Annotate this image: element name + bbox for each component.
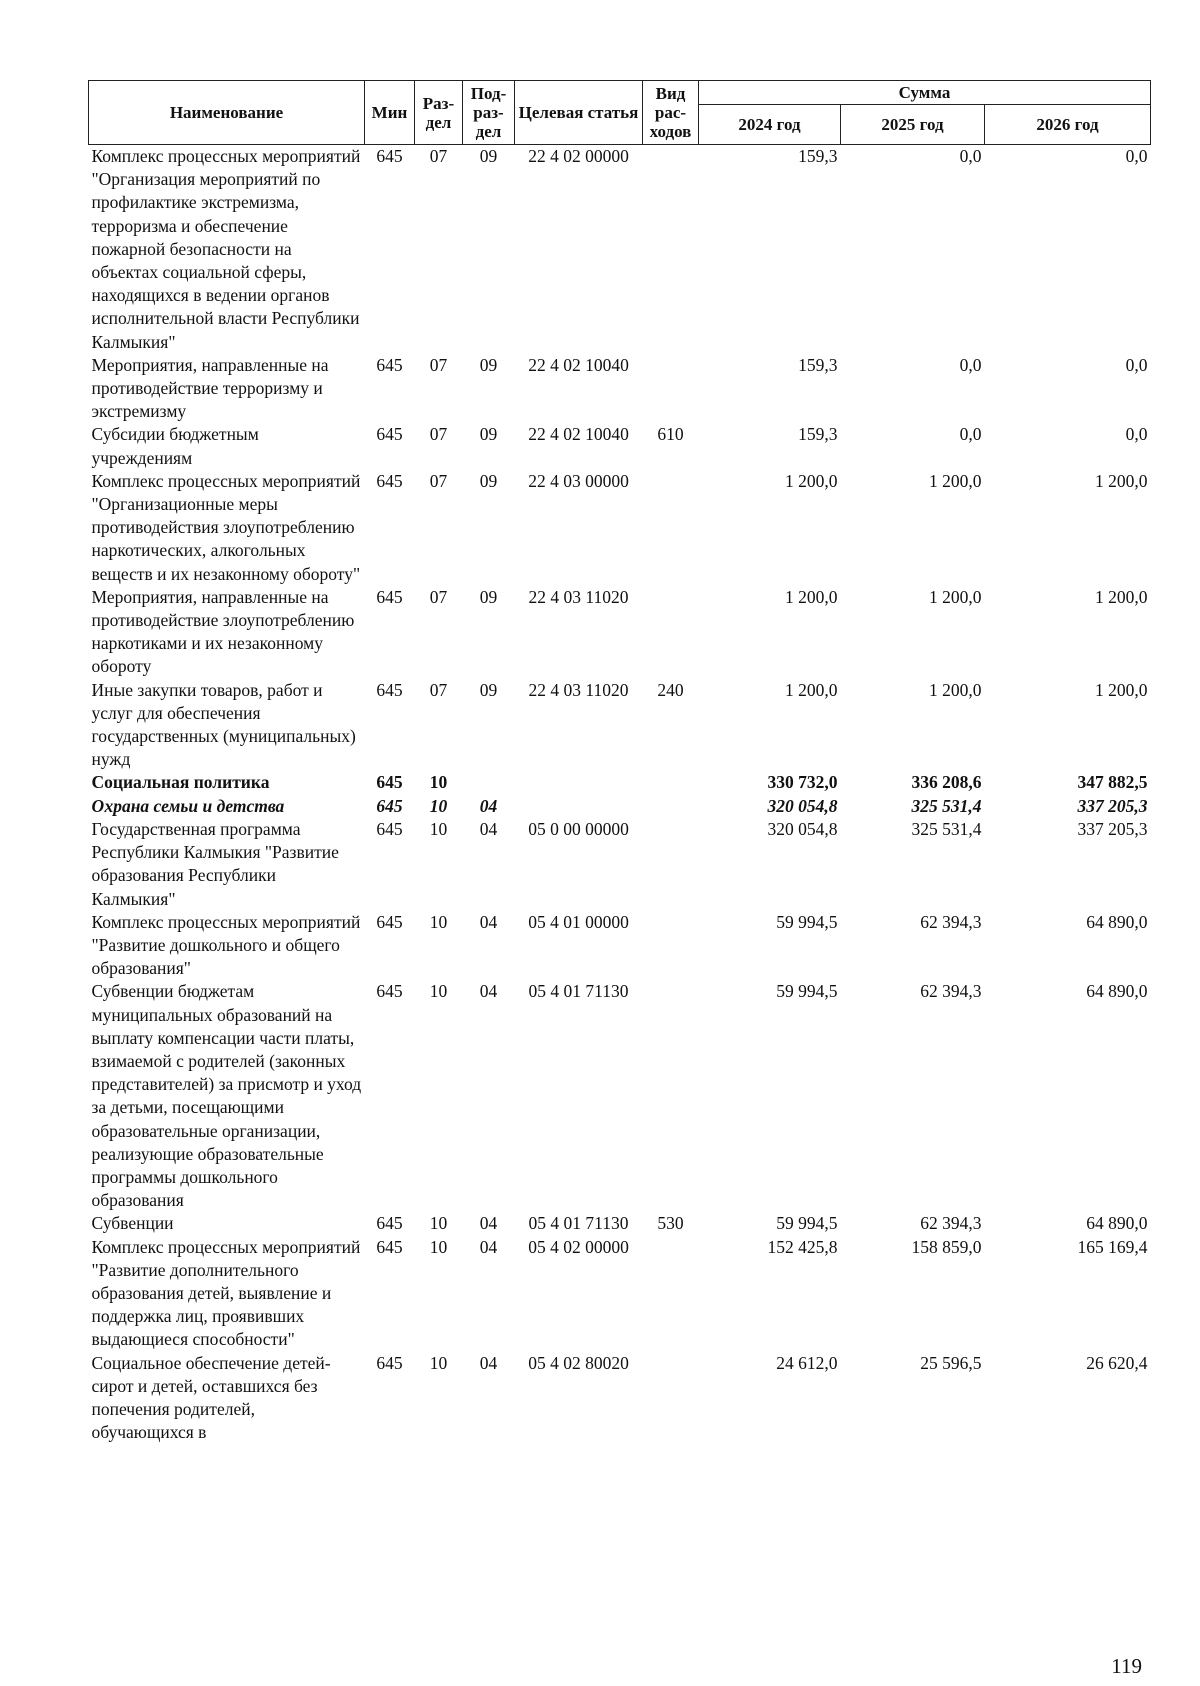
cell-podrazdel: 04 [479,1213,498,1234]
cell-name: Мероприятия, направленные на противодействие терроризму и экстремизму [91,354,329,422]
cell-name: Субвенции [91,1213,174,1234]
cell-vid [643,911,699,981]
cell-celevaya: 22 4 03 11020 [528,679,629,700]
cell-podrazdel: 04 [479,1236,498,1257]
cell-min: 645 [376,818,403,839]
cell-vid [643,771,699,794]
table-row [89,1236,1151,1352]
cell-2026: 26 620,4 [1086,1352,1148,1373]
cell-razdel: 07 [429,470,448,491]
cell-2025: 0,0 [959,424,982,445]
cell-razdel: 10 [429,1236,448,1257]
header-summa: Сумма [699,81,1151,105]
cell-razdel: 07 [429,424,448,445]
cell-min: 645 [376,1352,403,1373]
cell-2025: 62 394,3 [920,981,982,1002]
cell-name: Комплекс процессных мероприятий "Организационные меры противодействия злоупотреблению наркотических, алкогольных веществ и их незаконному обороту" [91,470,361,584]
page-number: 119 [1111,1654,1142,1678]
cell-2024: 159,3 [798,146,838,166]
cell-2026: 1 200,0 [1095,470,1148,491]
cell-min: 645 [376,795,403,816]
cell-podrazdel: 04 [479,911,498,932]
cell-celevaya [515,771,643,794]
table-row [89,354,1151,424]
cell-celevaya: 22 4 03 00000 [528,470,629,491]
cell-2026: 0,0 [1125,424,1148,445]
cell-podrazdel: 04 [479,1352,498,1373]
header-2024: 2024 год [699,105,841,145]
cell-celevaya: 05 0 00 00000 [528,818,629,839]
cell-podrazdel: 09 [479,586,498,607]
cell-razdel: 10 [429,1213,448,1234]
cell-2025: 62 394,3 [920,1213,982,1234]
cell-2024: 24 612,0 [776,1352,838,1373]
cell-min: 645 [376,981,403,1002]
header-2025: 2025 год [841,105,985,145]
cell-name: Иные закупки товаров, работ и услуг для обеспечения государственных (муниципальных) нужд [91,679,356,770]
budget-table [88,80,1151,1444]
cell-razdel: 07 [429,354,448,375]
header-podrazdel: Под-раз-дел [463,81,515,145]
cell-razdel: 07 [429,586,448,607]
cell-razdel: 10 [429,911,448,932]
cell-vid: 530 [657,1213,684,1234]
cell-vid [643,354,699,424]
cell-2026: 347 882,5 [1077,772,1148,793]
cell-2026: 165 169,4 [1077,1236,1148,1257]
table-row [89,795,1151,818]
cell-2026: 337 205,3 [1077,818,1148,839]
header-name: Наименование [89,81,365,145]
cell-2024: 320 054,8 [767,818,838,839]
header-vid: Вид рас-ходов [643,81,699,145]
cell-2026: 337 205,3 [1077,795,1148,816]
table-row [89,470,1151,586]
cell-2025: 158 859,0 [911,1236,982,1257]
cell-2024: 1 200,0 [785,679,838,700]
cell-2025: 325 531,4 [911,795,982,816]
cell-podrazdel: 04 [479,981,498,1002]
cell-min: 645 [376,679,403,700]
table-row [89,423,1151,469]
cell-celevaya [515,795,643,818]
cell-2025: 336 208,6 [911,772,982,793]
cell-razdel: 10 [429,981,448,1002]
cell-name: Охрана семьи и детства [91,795,285,816]
cell-name: Субсидии бюджетным учреждениям [91,424,259,468]
cell-min: 645 [376,354,403,375]
cell-celevaya: 22 4 02 10040 [528,354,629,375]
cell-vid [643,795,699,818]
cell-2025: 0,0 [959,354,982,375]
cell-vid [643,586,699,679]
cell-podrazdel: 09 [479,424,498,445]
cell-podrazdel: 09 [479,470,498,491]
cell-vid [643,980,699,1212]
cell-vid [643,818,699,911]
table-row [89,586,1151,679]
cell-podrazdel: 04 [479,818,498,839]
cell-celevaya: 22 4 02 00000 [528,146,629,166]
cell-min: 645 [376,772,403,793]
cell-vid [643,1352,699,1445]
cell-2025: 1 200,0 [929,470,982,491]
cell-2024: 330 732,0 [767,772,838,793]
cell-name: Социальная политика [91,772,270,793]
cell-name: Комплекс процессных мероприятий "Развитие дополнительного образования детей, выявление и поддержка лиц, проявивших выдающиеся способности" [91,1236,361,1350]
cell-2024: 152 425,8 [767,1236,838,1257]
cell-2025: 325 531,4 [911,818,982,839]
cell-2025: 62 394,3 [920,911,982,932]
cell-razdel: 10 [429,795,448,816]
table-row [89,771,1151,794]
table-row [89,1352,1151,1445]
cell-podrazdel: 04 [479,795,498,816]
cell-celevaya: 05 4 01 71130 [528,981,629,1002]
cell-2024: 320 054,8 [767,795,838,816]
cell-celevaya: 05 4 01 71130 [528,1213,629,1234]
header-2026: 2026 год [985,105,1151,145]
cell-celevaya: 05 4 01 00000 [528,911,629,932]
cell-min: 645 [376,586,403,607]
table-header [89,81,1151,145]
cell-2024: 59 994,5 [776,1213,838,1234]
cell-podrazdel [463,771,515,794]
cell-min: 645 [376,1213,403,1234]
cell-2026: 64 890,0 [1086,1213,1148,1234]
cell-2026: 64 890,0 [1086,911,1148,932]
header-min: Мин [365,81,415,145]
cell-razdel: 10 [429,1352,448,1373]
table-row [89,1212,1151,1235]
cell-podrazdel: 09 [479,146,498,166]
cell-2024: 159,3 [798,424,838,445]
cell-vid [643,145,699,354]
cell-vid [643,1236,699,1352]
cell-razdel: 10 [429,818,448,839]
table-row [89,145,1151,354]
table-row [89,911,1151,981]
cell-2026: 64 890,0 [1086,981,1148,1002]
cell-2025: 1 200,0 [929,586,982,607]
header-celevaya: Целевая статья [515,81,643,145]
cell-2025: 0,0 [959,146,982,166]
cell-2025: 1 200,0 [929,679,982,700]
cell-name: Государственная программа Республики Калмыкия "Развитие образования Республики Калмыкия" [91,818,339,909]
cell-razdel: 10 [429,772,448,793]
table-body [89,145,1151,1445]
cell-vid: 610 [657,424,684,445]
cell-vid [643,470,699,586]
cell-min: 645 [376,1236,403,1257]
cell-2026: 1 200,0 [1095,586,1148,607]
cell-2024: 59 994,5 [776,981,838,1002]
header-razdel: Раз-дел [415,81,463,145]
cell-name: Комплекс процессных мероприятий "Развитие дошкольного и общего образования" [91,911,361,979]
cell-vid: 240 [657,679,684,700]
cell-2026: 1 200,0 [1095,679,1148,700]
cell-2024: 1 200,0 [785,586,838,607]
cell-celevaya: 05 4 02 00000 [528,1236,629,1257]
cell-2024: 1 200,0 [785,470,838,491]
cell-name: Мероприятия, направленные на противодействие злоупотреблению наркотиками и их незаконному обороту [91,586,355,677]
cell-min: 645 [376,424,403,445]
cell-2025: 25 596,5 [920,1352,982,1373]
cell-min: 645 [376,146,403,166]
cell-razdel: 07 [429,679,448,700]
cell-min: 645 [376,911,403,932]
cell-name: Комплекс процессных мероприятий "Организация мероприятий по профилактике экстремизма, терроризма и обеспечение пожарной безопасности на объектах социальной сферы, находящихся в ведении органов исполнительной власти Республики Калмыкия" [91,146,361,352]
table-row [89,679,1151,772]
cell-2026: 0,0 [1125,146,1148,166]
cell-podrazdel: 09 [479,354,498,375]
table-row [89,980,1151,1212]
table-row [89,818,1151,911]
cell-celevaya: 22 4 02 10040 [528,424,629,445]
cell-2024: 159,3 [798,354,838,375]
cell-name: Социальное обеспечение детей-сирот и детей, оставшихся без попечения родителей, обучающихся в [91,1352,331,1443]
cell-celevaya: 22 4 03 11020 [528,586,629,607]
cell-2026: 0,0 [1125,354,1148,375]
cell-name: Субвенции бюджетам муниципальных образований на выплату компенсации части платы, взимаемой с родителей (законных представителей) за присмотр и уход за детьми, посещающими образовательные организации, реализующие образовательные программы дошкольного образования [91,981,362,1211]
cell-2024: 59 994,5 [776,911,838,932]
cell-celevaya: 05 4 02 80020 [528,1352,629,1373]
cell-min: 645 [376,470,403,491]
cell-razdel: 07 [429,146,448,166]
cell-podrazdel: 09 [479,679,498,700]
